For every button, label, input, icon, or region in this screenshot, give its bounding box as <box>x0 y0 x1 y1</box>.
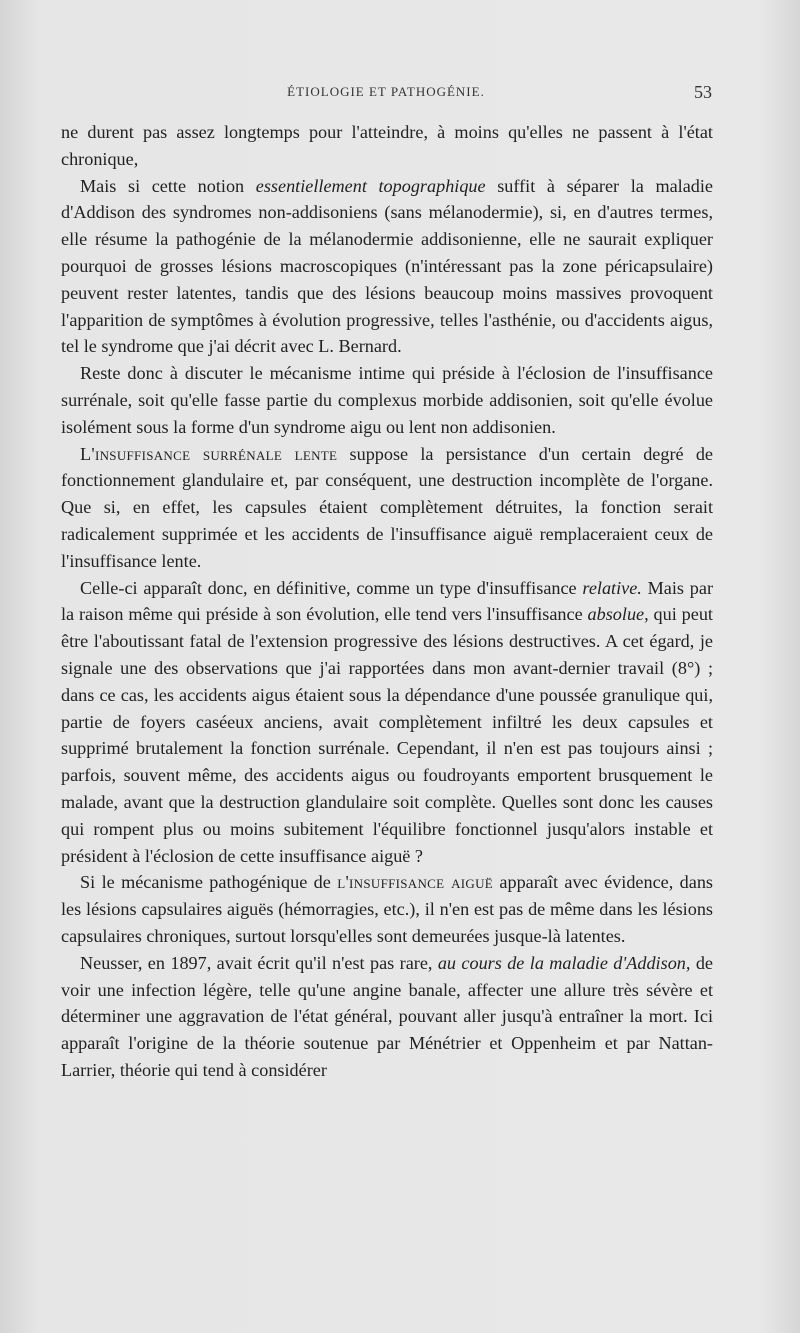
paragraph <box>61 869 713 949</box>
body-text <box>61 119 713 1084</box>
paragraph <box>61 360 713 440</box>
italic-run: essentiellement topographique <box>255 175 486 196</box>
paragraph-continuation <box>61 119 713 173</box>
page-number: 53 <box>694 82 712 102</box>
paragraph <box>61 173 713 361</box>
text-run: Celle-ci apparaît donc, en définitive, comme un type d'insuffisance <box>80 577 583 598</box>
text-run: qui peut être l'aboutissant fatal de l'extension progressive des lésions destructives. A cet égard, je signale une des observations que j'ai rapportées dans mon avant-dernier travail (8°) ; dans ce cas, les accidents aigus étaient sous la dépendance d'une poussée granulique qui, partie de foyers caséeux anciens, avait complètement infiltré les deux capsules et supprimé brutalement la fonction surrénale. Cependant, il n'en est pas toujours ainsi ; parfois, souvent même, des accidents aigus ou foudroyants emportent brusquement le malade, avant que la destruction glandulaire soit complète. Quelles sont donc les causes qui rompent plus ou moins subitement l'équilibre fonctionnel jusqu'alors instable et président à l'éclosion de cette insuffisance aiguë ? <box>61 604 713 866</box>
italic-run: absolue, <box>587 604 649 625</box>
text-run: Mais si cette notion <box>80 175 256 196</box>
paragraph <box>61 575 713 870</box>
text-run: Neusser, en 1897, avait écrit qu'il n'est pas rare, <box>80 952 438 973</box>
text-run: Mais par la raison même qui préside à son évolution, elle tend vers l'insuffisance <box>61 577 714 625</box>
text-run: suffit à séparer la maladie d'Addison des syndromes non-addisoniens (sans mélanodermie), si, en d'autres termes, elle résume la pathogénie de la mélanodermie addisonienne, elle ne saurait expliquer pourquoi de grosses lésions macroscopiques (n'intéressant pas la zone péricapsulaire) peuvent rester latentes, tandis que des lésions beaucoup moins massives provoquent l'apparition de symptômes à évolution progressive, telles l'asthénie, ou d'accidents aigus, tel le syndrome que j'ai décrit avec L. Bernard. <box>61 175 714 357</box>
text-run: ne durent pas assez longtemps pour l'atteindre, à moins qu'elles ne passent à l'état chronique, <box>61 122 713 169</box>
paragraph <box>61 441 713 575</box>
text-run: Reste donc à discuter le mécanisme intime qui préside à l'éclosion de l'insuffisance surrénale, soit qu'elle fasse partie du complexus morbide addisonien, soit qu'elle évolue isolément sous la forme d'un syndrome aigu ou lent non addisonien. <box>61 363 713 437</box>
running-head: ÉTIOLOGIE ET PATHOGÉNIE. <box>287 84 485 99</box>
text-run: Si le mécanisme pathogénique de <box>80 872 338 893</box>
text-run: suppose la persistance d'un certain degré de fonctionnement glandulaire et, par conséquent, une destruction incomplète de l'organe. Que si, en effet, les capsules étaient complètement détruites, la fonction serait radicalement supprimée et les accidents de l'insuffisance aiguë remplaceraient ceux de l'insuffisance lente. <box>61 443 713 571</box>
paragraph <box>61 950 713 1084</box>
text-run: de voir une infection légère, telle qu'une angine banale, affecter une allure très sévère et déterminer une aggravation de l'état général, pouvant aller jusqu'à entraîner la mort. Ici apparaît l'origine de la théorie soutenue par Ménétrier et Oppenheim et par Nattan-Larrier, théorie qui tend à considérer <box>61 952 713 1080</box>
italic-run: au cours de la maladie d'Addison, <box>437 952 691 973</box>
small-caps-heading-run: l'insuffisance aiguë <box>337 872 494 893</box>
text-run: apparaît avec évidence, dans les lésions capsulaires aiguës (hémorragies, etc.), il n'en est pas de même dans les lésions capsulaires chroniques, surtout lorsqu'elles sont demeurées jusque-là latentes. <box>61 872 714 946</box>
italic-run: relative. <box>582 577 642 598</box>
page-header <box>60 84 712 108</box>
small-caps-heading-run: L'insuffisance surrénale lente <box>80 443 338 464</box>
